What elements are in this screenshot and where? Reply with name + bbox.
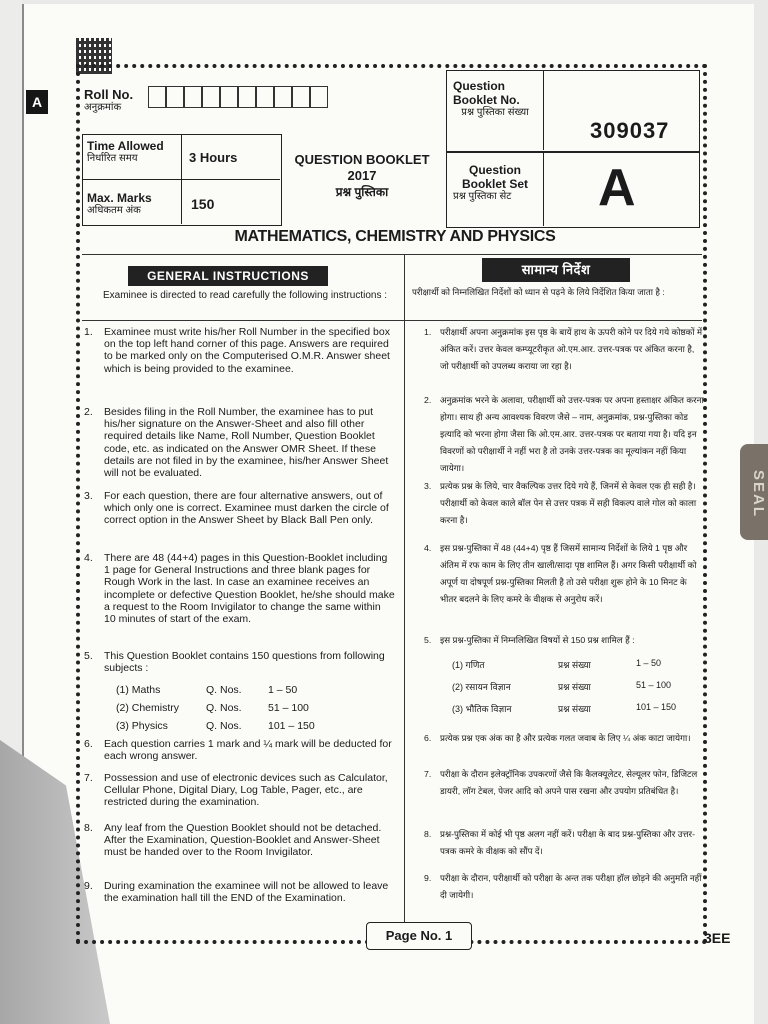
- roll-number-cell[interactable]: [310, 86, 328, 108]
- max-marks-label: [87, 191, 152, 217]
- instruction-number: 1.: [84, 326, 93, 338]
- instruction-text: This Question Booklet contains 150 questions from following subjects :: [104, 650, 385, 675]
- subject-range: 101 – 150: [636, 702, 677, 712]
- instruction-item: [84, 772, 395, 809]
- booklet-year: 2017: [347, 168, 377, 183]
- instruction-number: 5.: [84, 650, 93, 662]
- instruction-item: [424, 324, 704, 375]
- roll-label-hi: अनुक्रमांक: [84, 102, 122, 113]
- instruction-item: [84, 406, 395, 480]
- booklet-title: [282, 152, 442, 200]
- instruction-item: [84, 880, 395, 905]
- instruction-text: अनुक्रमांक भरने के अलावा, परीक्षार्थी को उत्तर-पत्रक पर अपना हस्ताक्षर अंकित करना होगा। साथ ही अन्य आवश्यक विवरण जैसे – नाम, अनुक्रमांक, प्रश्न-पुस्तिका कोड इत्यादि को भरना होगा जैसा कि ओ.एम.आर. उत्तर-पत्रक पर बताया गया है। यदि इन विवरणों को परीक्षार्थी ने नहीं भरा है तो उनके उत्तर-पत्रक का मूल्यांकन नहीं किया जायेगा।: [440, 395, 704, 473]
- instruction-item: [424, 540, 704, 608]
- column-divider: [404, 254, 405, 930]
- instruction-item: [424, 392, 704, 477]
- hindi-instructions-subheading: परीक्षार्थी को निम्नलिखित निर्देशों को ध्यान से पढ़ने के लिये निर्देशित किया जाता है :: [412, 287, 665, 297]
- subject-name: (2) रसायन विज्ञान: [452, 682, 511, 692]
- subject-range: 51 – 100: [268, 702, 309, 714]
- time-allowed-en: Time Allowed: [87, 139, 164, 153]
- instruction-item: [84, 552, 395, 626]
- subject-qlabel: प्रश्न संख्या: [558, 704, 591, 714]
- time-marks-table: [82, 134, 282, 226]
- general-instructions-heading: GENERAL INSTRUCTIONS: [128, 266, 328, 286]
- subject-title: MATHEMATICS, CHEMISTRY AND PHYSICS: [234, 228, 556, 245]
- divider-top: [82, 254, 702, 255]
- instruction-text: Possession and use of electronic devices such as Calculator, Cellular Phone, Digital Diary, Log Table, Pager, etc., are restricted during the examination.: [104, 772, 388, 809]
- subject-qlabel: Q. Nos.: [206, 720, 242, 732]
- booklet-number-hi: प्रश्न पुस्तिका संख्या: [461, 107, 529, 118]
- time-allowed-value: 3 Hours: [189, 150, 238, 165]
- instruction-text: Examinee must write his/her Roll Number in the specified box on the top left hand corner of this page. Answers are required to be marked only on the Computerised O.M.R. Answer sheet which is being provided to the examinee.: [104, 326, 390, 375]
- subject-name: (1) Maths: [116, 684, 161, 696]
- instruction-item: [424, 730, 704, 747]
- instruction-number: 2.: [424, 395, 432, 405]
- max-marks-hi: अधिकतम अंक: [87, 205, 141, 216]
- instruction-item: [84, 326, 395, 375]
- subject-qlabel: प्रश्न संख्या: [558, 660, 591, 670]
- booklet-title-en: QUESTION BOOKLET: [294, 152, 430, 167]
- subject-qlabel: Q. Nos.: [206, 702, 242, 714]
- instruction-text: प्रत्येक प्रश्न एक अंक का है और प्रत्येक गलत जवाब के लिए ¼ अंक काटा जायेगा।: [440, 733, 691, 743]
- instruction-number: 1.: [424, 327, 432, 337]
- hindi-instructions-heading: सामान्य निर्देश: [482, 258, 630, 282]
- instruction-text: प्रत्येक प्रश्न के लिये, चार वैकल्पिक उत्तर दिये गये हैं, जिनमें से केवल एक ही सही है। परीक्षार्थी को केवल काले बॉल पेन से उत्तर पत्रक में सही विकल्प वाले गोल को काला करना है।: [440, 481, 697, 525]
- instruction-item: [84, 490, 395, 527]
- instruction-number: 6.: [424, 733, 432, 743]
- instruction-number: 9.: [84, 880, 93, 892]
- instruction-item: [84, 738, 395, 763]
- roll-number-cell[interactable]: [202, 86, 220, 108]
- roll-number-cell[interactable]: [292, 86, 310, 108]
- booklet-number-value: 309037: [590, 118, 670, 143]
- booklet-set-label: [453, 163, 537, 203]
- roll-number-cell[interactable]: [220, 86, 238, 108]
- subject-range: 1 – 50: [636, 658, 662, 668]
- instruction-text: Any leaf from the Question Booklet should not be detached. After the Examination, Question-Booklet and Answer-Sheet must be handed over to the Room Invigilator.: [104, 822, 382, 859]
- instruction-number: 4.: [84, 552, 93, 564]
- subject-name: (3) Physics: [116, 720, 168, 732]
- instruction-item: [424, 766, 704, 800]
- instruction-number: 3.: [84, 490, 93, 502]
- instruction-text: For each question, there are four alternative answers, out of which only one is correct. Examinee must darken the circle of correct option in the Answer Sheet by Black Ball Pen only.: [104, 490, 389, 527]
- seal-label: SEAL: [750, 470, 767, 519]
- subject-name: (3) भौतिक विज्ञान: [452, 704, 512, 714]
- booklet-set-box: [446, 152, 700, 228]
- instruction-item: [84, 650, 395, 675]
- instruction-text: Besides filing in the Roll Number, the examinee has to put his/her signature on the Answer-Sheet and also fill other required details like Name, Roll Number, Question Booklet code, etc. as indicated on the Answer OMR Sheet. If these details are not filed in by the examinee, his/her Answer Sheet will not be evaluated.: [104, 406, 389, 480]
- roll-number-cell[interactable]: [166, 86, 184, 108]
- paper-code: 3EE: [704, 930, 731, 946]
- instruction-text: Each question carries 1 mark and ¼ mark will be deducted for each wrong answer.: [104, 738, 392, 763]
- instruction-text: परीक्षा के दौरान इलेक्ट्रॉनिक उपकरणों जैसे कि कैलक्यूलेटर, सेल्यूलर फोन, डिजिटल डायरी, लॉग टेबल, पेजर आदि को अपने पास रखना और उपयोग प्रतिबंधित है।: [440, 769, 698, 796]
- roll-number-label: [84, 88, 133, 114]
- instruction-number: 6.: [84, 738, 93, 750]
- booklet-title-hi: प्रश्न पुस्तिका: [335, 185, 389, 199]
- booklet-number-label: [453, 79, 537, 119]
- instruction-text: परीक्षार्थी अपना अनुक्रमांक इस पृष्ठ के बायें हाथ के ऊपरी कोने पर दिये गये कोष्ठकों में अंकित करें। उत्तर केवल कम्प्यूटरीकृत ओ.एम.आर. उत्तर-पत्रक पर अंकित करना है, जो परीक्षार्थी को उपलब्ध कराया जा रहा है।: [440, 327, 703, 371]
- subject-name: (2) Chemistry: [116, 702, 180, 714]
- roll-number-cell[interactable]: [148, 86, 166, 108]
- roll-label-en: Roll No.: [84, 87, 134, 102]
- roll-number-cell[interactable]: [256, 86, 274, 108]
- booklet-set-value: A: [598, 159, 636, 217]
- instruction-number: 7.: [84, 772, 93, 784]
- time-allowed-hi: निर्धारित समय: [87, 153, 138, 164]
- instruction-text: परीक्षा के दौरान, परीक्षार्थी को परीक्षा के अन्त तक परीक्षा हॉल छोड़ने की अनुमति नहीं दी जायेगी।: [440, 873, 702, 900]
- instruction-item: [84, 822, 395, 859]
- instruction-text: During examination the examinee will not be allowed to leave the examination hall till the END of the Examination.: [104, 880, 389, 905]
- instruction-item: [424, 826, 704, 860]
- page-number: Page No. 1: [366, 922, 472, 950]
- subject-qlabel: प्रश्न संख्या: [558, 682, 591, 692]
- roll-number-cell[interactable]: [238, 86, 256, 108]
- instruction-text: प्रश्न-पुस्तिका में कोई भी पृष्ठ अलग नहीं करें। परीक्षा के बाद प्रश्न-पुस्तिका और उत्तर-पत्रक कमरे के वीक्षक को सौंप दें।: [440, 829, 695, 856]
- instruction-item: [424, 632, 704, 649]
- instruction-item: [424, 478, 704, 529]
- booklet-set-hi: प्रश्न पुस्तिका सेट: [453, 191, 512, 202]
- time-allowed-label: [87, 139, 164, 165]
- max-marks-value: 150: [191, 196, 215, 212]
- subject-range: 101 – 150: [268, 720, 315, 732]
- instruction-text: इस प्रश्न-पुस्तिका में निम्नलिखित विषयों से 150 प्रश्न शामिल हैं :: [440, 635, 635, 645]
- instruction-text: There are 48 (44+4) pages in this Question-Booklet including 1 page for General Instructions and three blank pages for Rough Work in the last. In case an examinee receives an incomplete or defective Question Booklet, he/she should make a request to the Room Invigilator to change the same within 10 minutes of start of the exam.: [104, 552, 395, 626]
- subject-range: 51 – 100: [636, 680, 672, 690]
- divider-sub: [82, 320, 702, 321]
- roll-number-cell[interactable]: [274, 86, 292, 108]
- roll-number-cell[interactable]: [184, 86, 202, 108]
- instruction-number: 4.: [424, 543, 432, 553]
- instruction-number: 8.: [84, 822, 93, 834]
- instruction-number: 5.: [424, 635, 432, 645]
- instruction-number: 7.: [424, 769, 432, 779]
- instruction-number: 9.: [424, 873, 432, 883]
- instruction-text: इस प्रश्न-पुस्तिका में 48 (44+4) पृष्ठ हैं जिसमें सामान्य निर्देशों के लिये 1 पृष्ठ और अंतिम में रफ काम के लिए तीन खाली/सादा पृष्ठ शामिल हैं। अगर किसी परीक्षार्थी को अपूर्ण या दोषपूर्ण प्रश्न-पुस्तिका मिलती है तो उसे परीक्षा शुरू होने के 10 मिनट के भीतर बदलने के लिए कमरे के वीक्षक से अनुरोध करें।: [440, 543, 697, 604]
- side-marker: A: [26, 90, 48, 114]
- booklet-number-en: Question Booklet No.: [453, 79, 520, 107]
- general-instructions-subheading: Examinee is directed to read carefully the following instructions :: [102, 290, 388, 301]
- subject-name: (1) गणित: [452, 660, 485, 670]
- instruction-number: 3.: [424, 481, 432, 491]
- max-marks-en: Max. Marks: [87, 191, 152, 205]
- instruction-number: 8.: [424, 829, 432, 839]
- instruction-item: [424, 870, 704, 904]
- subject-range: 1 – 50: [268, 684, 298, 696]
- booklet-set-en: Question Booklet Set: [461, 163, 528, 191]
- subject-qlabel: Q. Nos.: [206, 684, 242, 696]
- instruction-number: 2.: [84, 406, 93, 418]
